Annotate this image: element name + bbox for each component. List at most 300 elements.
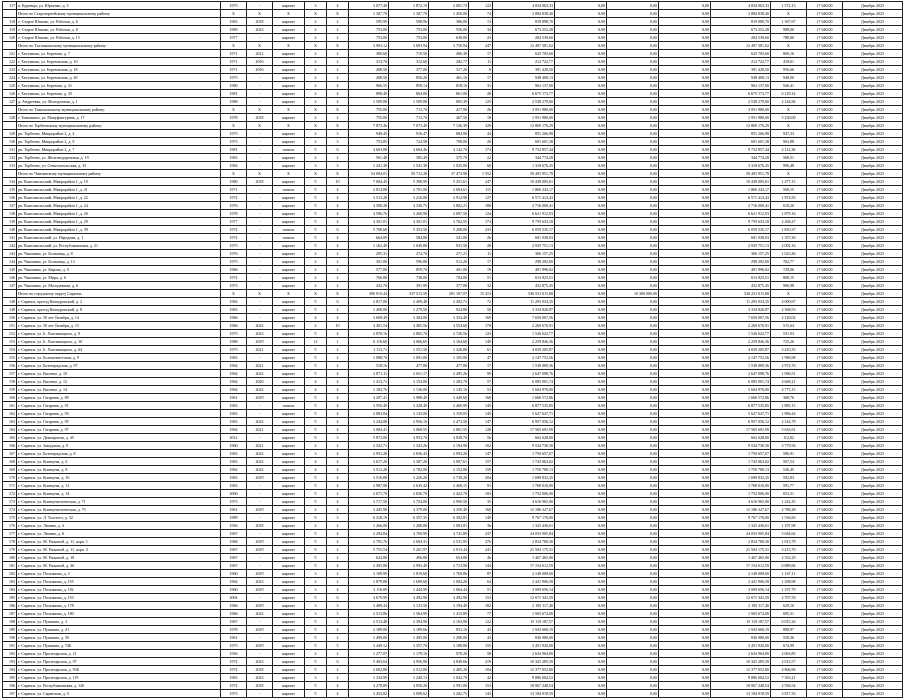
table-cell: 2	[305, 66, 327, 74]
table-cell: 2 861,55	[429, 426, 469, 434]
table-cell: 432,70	[349, 282, 389, 290]
table-cell: 1963	[221, 482, 247, 490]
table-cell: 0,00	[659, 322, 711, 330]
table-cell: 5 627 647,71	[493, 410, 555, 418]
table-cell: 0,00	[555, 194, 607, 202]
table-cell: г. Саранск, ул. М. Расковой, д. 11, корп. 1	[17, 538, 221, 546]
table-cell: г. Саранск, ул. Полежаева, д. 182	[17, 586, 221, 594]
table-cell: -	[247, 162, 273, 170]
table-cell: 6 085 001,74	[711, 378, 771, 386]
table-cell: г. Саранск, ул. Пролетарская, д. 93Б	[17, 666, 221, 674]
table-cell: 0,00	[607, 306, 659, 314]
table-cell: г. Саранск, ул. Васенко, д. 12	[17, 378, 221, 386]
table-cell: 2	[305, 90, 327, 98]
table-cell: 0,00	[555, 538, 607, 546]
table-cell: 102	[469, 442, 493, 450]
table-cell: 1 668 572,86	[711, 394, 771, 402]
table-cell: 0,00	[555, 354, 607, 362]
table-cell: 2	[305, 282, 327, 290]
table-cell: X	[305, 122, 327, 130]
table-cell: 6 571 413,43	[493, 194, 555, 202]
deadline-cell: Декабрь 2023	[843, 434, 903, 442]
table-cell: 2	[327, 18, 349, 26]
table-cell: 1963	[221, 154, 247, 162]
table-cell: 1 242,45	[771, 498, 807, 506]
table-cell: 204 539,60	[493, 34, 555, 42]
table-cell: 526 231 011,08	[711, 290, 771, 298]
table-cell: 4 834 063,33	[493, 2, 555, 10]
table-cell: 0,00	[555, 362, 607, 370]
table-cell	[3, 170, 17, 178]
table-cell: кирпич	[273, 618, 305, 626]
table-cell: 1971	[221, 58, 247, 66]
table-cell: панель	[273, 226, 305, 234]
table-cell: 536 531 011,08	[493, 290, 555, 298]
table-cell: 0,00	[659, 370, 711, 378]
table-cell: 4 616 965,00	[711, 498, 771, 506]
table-cell: 377,88	[429, 282, 469, 290]
table-cell: 145	[3, 266, 17, 274]
table-cell: -	[247, 82, 273, 90]
table-cell: 1 088,70	[349, 354, 389, 362]
table-cell: 0,00	[659, 170, 711, 178]
table-cell: 6 318,19	[349, 514, 389, 522]
table-cell: 4 603,88	[349, 146, 389, 154]
table-cell: 212 722,77	[493, 58, 555, 66]
table-cell: кирпич	[273, 610, 305, 618]
table-cell: 6	[327, 594, 349, 602]
table-cell: 2022	[247, 466, 273, 474]
table-cell: 9 759 633,18	[711, 218, 771, 226]
table-cell: 4	[327, 538, 349, 546]
table-cell: -	[247, 490, 273, 498]
table-cell: 0,00	[607, 482, 659, 490]
table-cell: 4	[327, 218, 349, 226]
table-cell: 4	[327, 690, 349, 698]
table-cell: 2 591,00	[429, 682, 469, 690]
table-cell: 2	[327, 354, 349, 362]
table-cell: X	[771, 122, 807, 130]
table-cell: 159	[3, 386, 17, 394]
table-cell: 4	[327, 682, 349, 690]
table-cell: 1 307,79	[349, 10, 389, 18]
unit-cost-cell: 17 640,00	[807, 466, 843, 474]
table-cell: 864,00	[389, 90, 429, 98]
deadline-cell: Декабрь 2023	[843, 82, 903, 90]
table-cell: 0,00	[555, 450, 607, 458]
table-cell: 192	[3, 650, 17, 658]
table-cell: 2023	[247, 330, 273, 338]
table-cell: 0,00	[607, 690, 659, 698]
table-cell: 2023	[247, 26, 273, 34]
table-cell: 2	[327, 50, 349, 58]
table-cell: 0,00	[659, 146, 711, 154]
table-cell: с. Старое Шахово, ул. Рабочая, д. 6	[17, 18, 221, 26]
table-cell: 149	[3, 306, 17, 314]
table-cell: Итого по городскому округу Саранск:	[17, 290, 221, 298]
table-row	[3, 506, 903, 514]
table-cell: 0,00	[607, 298, 659, 306]
table-cell: 1966	[221, 602, 247, 610]
table-cell: 122	[469, 618, 493, 626]
table-cell: 725,26	[771, 338, 807, 346]
table-cell: кирпич	[273, 562, 305, 570]
table-cell: г. Саранск, ул. Полежаева, д. 3	[17, 570, 221, 578]
table-cell: 568,51	[771, 154, 807, 162]
table-cell: 2 152,80	[429, 466, 469, 474]
table-cell: -	[247, 274, 273, 282]
table-cell: 145	[469, 402, 493, 410]
table-cell: 6	[327, 658, 349, 666]
table-cell: 5 604 976,00	[711, 386, 771, 394]
table-cell: 146	[3, 274, 17, 282]
table-cell: X	[247, 290, 273, 298]
table-cell: 2019	[247, 394, 273, 402]
table-cell: 5	[305, 218, 327, 226]
table-cell: г. Саранск, ул. Пушкина, д. 74Б	[17, 642, 221, 650]
table-cell: 1 541,30	[389, 162, 429, 170]
table-cell: 6 116,60	[349, 338, 389, 346]
table-cell: 0,00	[607, 218, 659, 226]
table-cell: 2 953,28	[349, 450, 389, 458]
table-cell: 193	[3, 658, 17, 666]
unit-cost-cell: 17 640,00	[807, 570, 843, 578]
table-cell: 5	[305, 234, 327, 242]
table-cell: 2 441 906,58	[493, 578, 555, 586]
table-cell: 2022	[247, 458, 273, 466]
table-cell: 1964	[221, 578, 247, 586]
table-cell: 5 403,64	[349, 658, 389, 666]
table-cell: 2012	[247, 50, 273, 58]
table-cell: 60	[469, 162, 493, 170]
table-cell: 0,00	[607, 74, 659, 82]
table-cell: 3	[327, 162, 349, 170]
table-cell: 5	[305, 210, 327, 218]
table-cell: 4 596,76	[349, 210, 389, 218]
table-cell: 9	[305, 546, 327, 554]
table-cell: -	[247, 354, 273, 362]
table-cell: 1 572,13	[771, 2, 807, 10]
table-cell: 0,00	[607, 226, 659, 234]
table-cell: 738,00	[389, 274, 429, 282]
table-cell: 2 634 964,00	[711, 650, 771, 658]
table-cell: 104	[469, 666, 493, 674]
table-cell: 0,00	[607, 178, 659, 186]
table-cell: г. Тахтамыш, ул. Березова, д. 35	[17, 90, 221, 98]
table-cell: кирпич	[273, 314, 305, 322]
table-cell: 0,00	[555, 186, 607, 194]
table-cell: 103	[469, 490, 493, 498]
table-cell: 417,90	[429, 106, 469, 114]
table-cell: 178	[469, 322, 493, 330]
table-row	[3, 346, 903, 354]
table-cell: 0,00	[607, 394, 659, 402]
table-cell: 24 033 905,84	[711, 530, 771, 538]
table-cell: 1 526 622,77	[493, 330, 555, 338]
table-cell: г. Саранск, ул. Коммунистическая, д. 75	[17, 506, 221, 514]
table-cell: 17 154 612,59	[711, 562, 771, 570]
table-cell: 5	[305, 202, 327, 210]
table-row	[3, 178, 903, 186]
table-cell: 157	[469, 458, 493, 466]
table-cell: 153	[3, 338, 17, 346]
table-row	[3, 66, 903, 74]
table-cell: 145	[469, 410, 493, 418]
table-cell: 5	[305, 330, 327, 338]
table-cell: кирпич	[273, 690, 305, 698]
table-cell: 122	[469, 2, 493, 10]
deadline-cell: Декабрь 2023	[843, 250, 903, 258]
table-cell: 432 875,45	[711, 282, 771, 290]
table-cell: 618,20	[771, 202, 807, 210]
table-row	[3, 250, 903, 258]
table-cell: 1974	[221, 234, 247, 242]
deadline-cell: Декабрь 2023	[843, 298, 903, 306]
table-cell: 1971	[221, 50, 247, 58]
table-cell: 1 298,98	[771, 578, 807, 586]
table-cell: 2020	[247, 378, 273, 386]
table-row	[3, 130, 903, 138]
table-cell: 2	[327, 570, 349, 578]
table-cell: 2 189,00	[349, 626, 389, 634]
table-cell: 2	[327, 114, 349, 122]
table-cell: 418,61	[771, 58, 807, 66]
table-cell: 2 697,50	[429, 210, 469, 218]
table-cell: 128	[469, 426, 493, 434]
table-cell: 584,80	[389, 234, 429, 242]
table-cell: кирпич	[273, 74, 305, 82]
table-cell: 2 513,86	[349, 610, 389, 618]
table-cell: 291 107,07	[429, 290, 469, 298]
table-cell: 5	[305, 482, 327, 490]
table-cell: кирпич	[273, 202, 305, 210]
table-cell: 50 405 951,78	[711, 170, 771, 178]
table-cell: 948 408,13	[493, 74, 555, 82]
table-cell: 2	[305, 154, 327, 162]
table-cell: 3 099,62	[389, 690, 429, 698]
table-cell: 601 601,38	[493, 138, 555, 146]
table-cell: 0,00	[607, 514, 659, 522]
table-cell: 518,16	[349, 362, 389, 370]
table-cell: 1 023,46	[771, 250, 807, 258]
table-cell: 13 184 918,59	[493, 690, 555, 698]
table-cell: 0,00	[555, 562, 607, 570]
table-cell: 708,00	[429, 138, 469, 146]
table-cell: 2 001,72	[429, 2, 469, 10]
table-cell: 0,00	[607, 194, 659, 202]
deadline-cell: Декабрь 2023	[843, 450, 903, 458]
table-cell: 512,20	[429, 258, 469, 266]
unit-cost-cell: 17 640,00	[807, 658, 843, 666]
table-cell: X	[771, 10, 807, 18]
table-cell: X	[305, 42, 327, 50]
table-cell: 3 750,94	[429, 42, 469, 50]
table-cell: 858,14	[389, 82, 429, 90]
table-cell: 762,77	[771, 258, 807, 266]
table-cell: 1989	[221, 514, 247, 522]
table-cell: 1 197,79	[771, 586, 807, 594]
table-cell: 5 230,00	[771, 114, 807, 122]
table-row	[3, 146, 903, 154]
table-row	[3, 650, 903, 658]
table-cell: X	[221, 10, 247, 18]
table-cell: кирпич	[273, 298, 305, 306]
table-cell: 51	[469, 586, 493, 594]
table-cell: 0,00	[659, 274, 711, 282]
table-cell	[3, 122, 17, 130]
deadline-cell: Декабрь 2023	[843, 282, 903, 290]
table-cell: 0,00	[555, 474, 607, 482]
table-cell: 1975	[221, 258, 247, 266]
deadline-cell: Декабрь 2023	[843, 330, 903, 338]
table-cell: 187	[3, 610, 17, 618]
deadline-cell: Декабрь 2023	[843, 650, 903, 658]
table-cell: 5 353,50	[389, 226, 429, 234]
table-cell: X	[327, 106, 349, 114]
table-cell: 3	[305, 674, 327, 682]
table-cell: 1 564,99	[389, 610, 429, 618]
table-cell: 3 307,20	[389, 458, 429, 466]
table-cell: 144	[3, 258, 17, 266]
unit-cost-cell: 17 640,00	[807, 58, 843, 66]
subtotal-row	[3, 290, 903, 298]
table-cell: 1972	[221, 658, 247, 666]
table-cell: 170	[3, 474, 17, 482]
housing-repair-register-table	[2, 1, 903, 698]
table-cell: 1 768 010,00	[493, 482, 555, 490]
table-cell: 1975	[221, 242, 247, 250]
table-cell	[3, 106, 17, 114]
table-cell: 2	[327, 258, 349, 266]
table-cell: 3 318 676,25	[711, 162, 771, 170]
unit-cost-cell: 17 640,00	[807, 322, 843, 330]
table-cell: 1 879,88	[349, 578, 389, 586]
table-cell: 162	[3, 410, 17, 418]
table-cell: 1967	[221, 554, 247, 562]
table-cell: кирпич	[273, 546, 305, 554]
table-cell: 2 147 753,56	[493, 354, 555, 362]
table-cell: 2	[327, 442, 349, 450]
table-cell: 3 328,40	[389, 402, 429, 410]
unit-cost-cell: 17 640,00	[807, 442, 843, 450]
table-cell: 2	[305, 34, 327, 42]
table-cell: 212 722,77	[711, 58, 771, 66]
table-cell: 0,00	[555, 522, 607, 530]
table-cell: 1 668 572,86	[493, 394, 555, 402]
table-cell: -	[247, 498, 273, 506]
table-cell: 0,00	[607, 34, 659, 42]
table-cell: 12 869 176,29	[711, 122, 771, 130]
table-cell: г. Саранск, ул. Коммуны, д. 8	[17, 466, 221, 474]
table-cell: 4 554,60	[429, 322, 469, 330]
table-cell: 0,00	[607, 594, 659, 602]
table-cell: 2 522,71	[349, 442, 389, 450]
table-cell: г. Тахтамыш, ул. Березовская, д. 18	[17, 66, 221, 74]
table-cell: кирпич	[273, 34, 305, 42]
table-cell: 2 352,29	[771, 554, 807, 562]
table-cell: кирпич	[273, 666, 305, 674]
table-cell: 673 252,28	[711, 26, 771, 34]
table-cell: 0,00	[659, 690, 711, 698]
table-cell: 4 297,41	[349, 394, 389, 402]
table-cell: 1 986,98	[771, 354, 807, 362]
table-cell: кирпич	[273, 578, 305, 586]
table-cell: 0,00	[607, 426, 659, 434]
table-cell: 1 334,99	[349, 674, 389, 682]
deadline-cell: Декабрь 2023	[843, 418, 903, 426]
table-cell: г. Саранск, ул. Коммуны, д. 6	[17, 458, 221, 466]
table-cell: 34	[469, 26, 493, 34]
table-cell: 129	[3, 130, 17, 138]
table-cell: 5	[305, 194, 327, 202]
table-cell: 57	[469, 378, 493, 386]
table-cell: 2	[327, 282, 349, 290]
table-cell: 0,00	[607, 210, 659, 218]
table-cell: 28	[469, 242, 493, 250]
table-cell: 0,00	[659, 266, 711, 274]
table-cell: 1982	[221, 162, 247, 170]
table-cell: кирпич	[273, 354, 305, 362]
table-cell: 0,00	[659, 650, 711, 658]
table-cell: 0,00	[555, 210, 607, 218]
table-cell: 4	[327, 450, 349, 458]
table-cell: 0,00	[607, 474, 659, 482]
table-cell: 577,00	[349, 266, 389, 274]
table-cell: 719,50	[389, 50, 429, 58]
table-cell: 4 301,01	[389, 218, 429, 226]
table-cell: 2019	[247, 602, 273, 610]
table-cell: -	[247, 138, 273, 146]
unit-cost-cell: 17 640,00	[807, 314, 843, 322]
table-cell: X	[305, 170, 327, 178]
table-cell: 0,00	[659, 634, 711, 642]
table-cell: 681 038,03	[493, 234, 555, 242]
table-cell: 6 357,35	[389, 514, 429, 522]
table-cell: 1 866 243,17	[493, 186, 555, 194]
table-cell: 2006	[221, 490, 247, 498]
table-cell: рп. Чамзинка, ул. Больница, д. 8	[17, 250, 221, 258]
table-cell: 851 266,98	[493, 130, 555, 138]
deadline-cell: Декабрь 2023	[843, 514, 903, 522]
table-cell: 6 129,14	[771, 90, 807, 98]
table-cell: 1 013,78	[771, 538, 807, 546]
table-cell: 0,00	[659, 306, 711, 314]
table-cell: 2 493,80	[349, 562, 389, 570]
table-cell: 724,58	[389, 138, 429, 146]
table-cell: 0,00	[607, 530, 659, 538]
table-cell: -	[247, 194, 273, 202]
table-cell: 2	[305, 130, 327, 138]
table-cell: 177	[3, 530, 17, 538]
table-cell: 3	[327, 602, 349, 610]
table-cell: г. Саранск, ул. Демократии, д. 45	[17, 434, 221, 442]
table-cell: кирпич	[273, 554, 305, 562]
table-cell: 117	[3, 2, 17, 10]
table-cell: 4	[305, 378, 327, 386]
table-cell: 0,00	[659, 514, 711, 522]
table-cell: 0,00	[659, 602, 711, 610]
table-cell: 163	[3, 418, 17, 426]
deadline-cell: Декабрь 2023	[843, 522, 903, 530]
table-cell: рп. Комсомольский, ул. Народная, д. 1	[17, 234, 221, 242]
table-cell: -	[247, 74, 273, 82]
table-cell: 26	[469, 234, 493, 242]
table-cell: 836 980,00	[493, 634, 555, 642]
table-cell: 174	[3, 506, 17, 514]
table-cell: 1976	[221, 202, 247, 210]
table-cell: 28	[469, 90, 493, 98]
table-cell: 2 782,00	[389, 466, 429, 474]
